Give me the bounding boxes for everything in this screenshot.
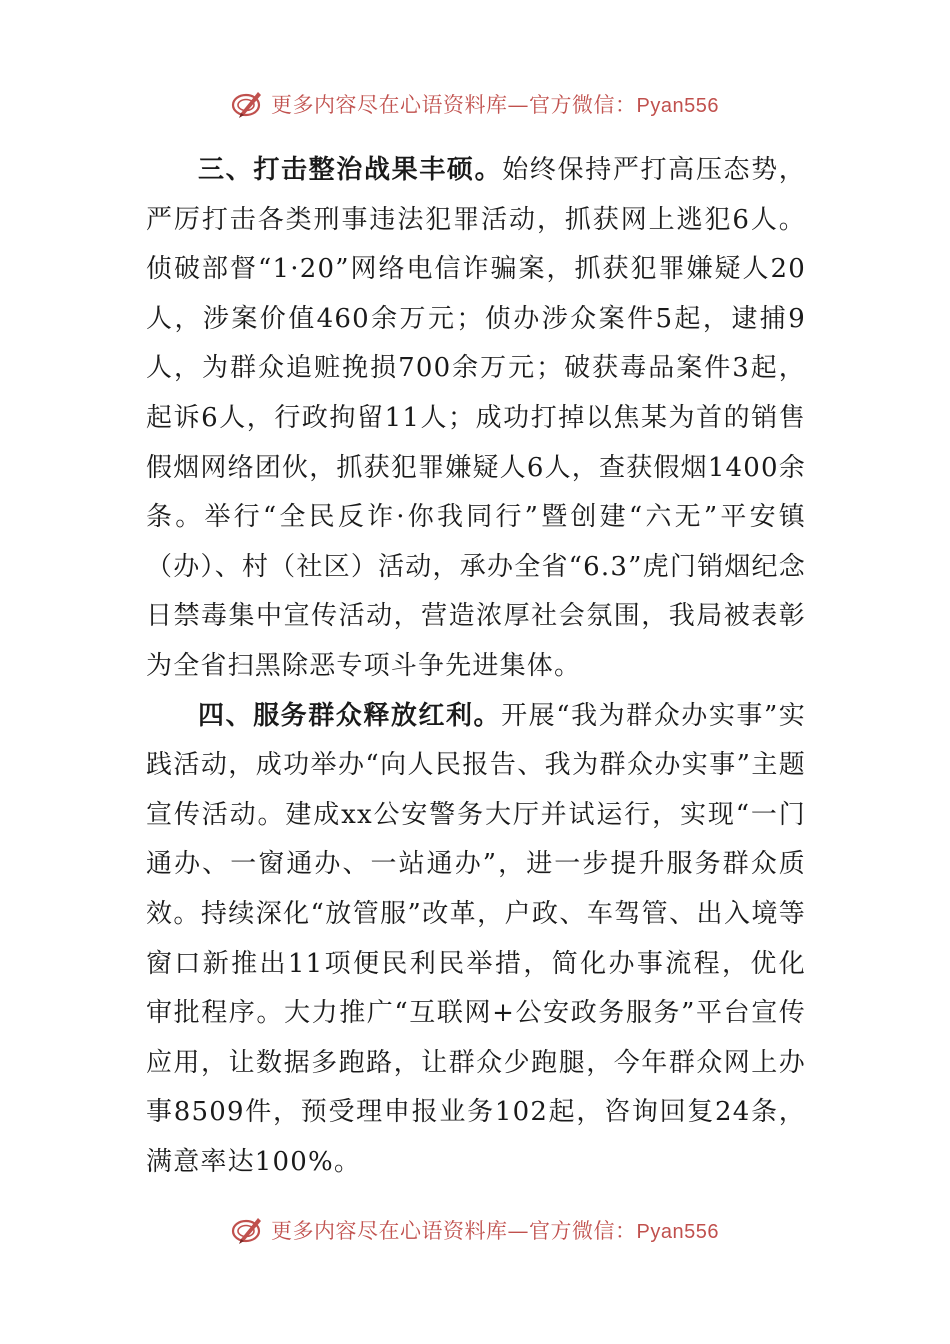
watermark-header	[0, 84, 950, 124]
paragraph-4	[146, 692, 806, 1188]
watermark-footer	[0, 1210, 950, 1250]
watermark-text: 更多内容尽在心语资料库—官方微信：Pyan556	[271, 1219, 719, 1243]
paragraph-3	[146, 146, 806, 692]
document-body	[146, 146, 806, 1187]
watermark-text: 更多内容尽在心语资料库—官方微信：Pyan556	[271, 93, 719, 117]
pen-swirl-logo-icon	[231, 87, 265, 121]
paragraph-text: 始终保持严打高压态势，严厉打击各类刑事违法犯罪活动，抓获网上逃犯6人。侦破部督“1·20”网络电信诈骗案，抓获犯罪嫌疑人20人，涉案价值460余万元；侦办涉众案件5起，逮捕9人，为群众追赃挽损700余万元；破获毒品案件3起，起诉6人，行政拘留11人；成功打掉以焦某为首的销售假烟网络团伙，抓获犯罪嫌疑人6人，查获假烟1400余条。举行“全民反诈·你我同行”暨创建“六无”平安镇（办）、村（社区）活动，承办全省“6.3”虎门销烟纪念日禁毒集中宣传活动，营造浓厚社会氛围，我局被表彰为全省扫黑除恶专项斗争先进集体。	[146, 155, 807, 681]
paragraph-text: 开展“我为群众办实事”实践活动，成功举办“向人民报告、我为群众办实事”主题宣传活动。建成xx公安警务大厅并试运行，实现“一门通办、一窗通办、一站通办”，进一步提升服务群众质效。持续深化“放管服”改革，户政、车驾管、出入境等窗口新推出11项便民利民举措，简化办事流程，优化审批程序。大力推广“互联网+公安政务服务”平台宣传应用，让数据多跑路，让群众少跑腿，今年群众网上办事8509件，预受理申报业务102起，咨询回复24条，满意率达100%。	[146, 700, 806, 1177]
pen-swirl-logo-icon	[231, 1213, 265, 1247]
paragraph-heading: 三、打击整治战果丰硕。	[198, 155, 503, 185]
paragraph-heading: 四、服务群众释放红利。	[198, 700, 502, 731]
